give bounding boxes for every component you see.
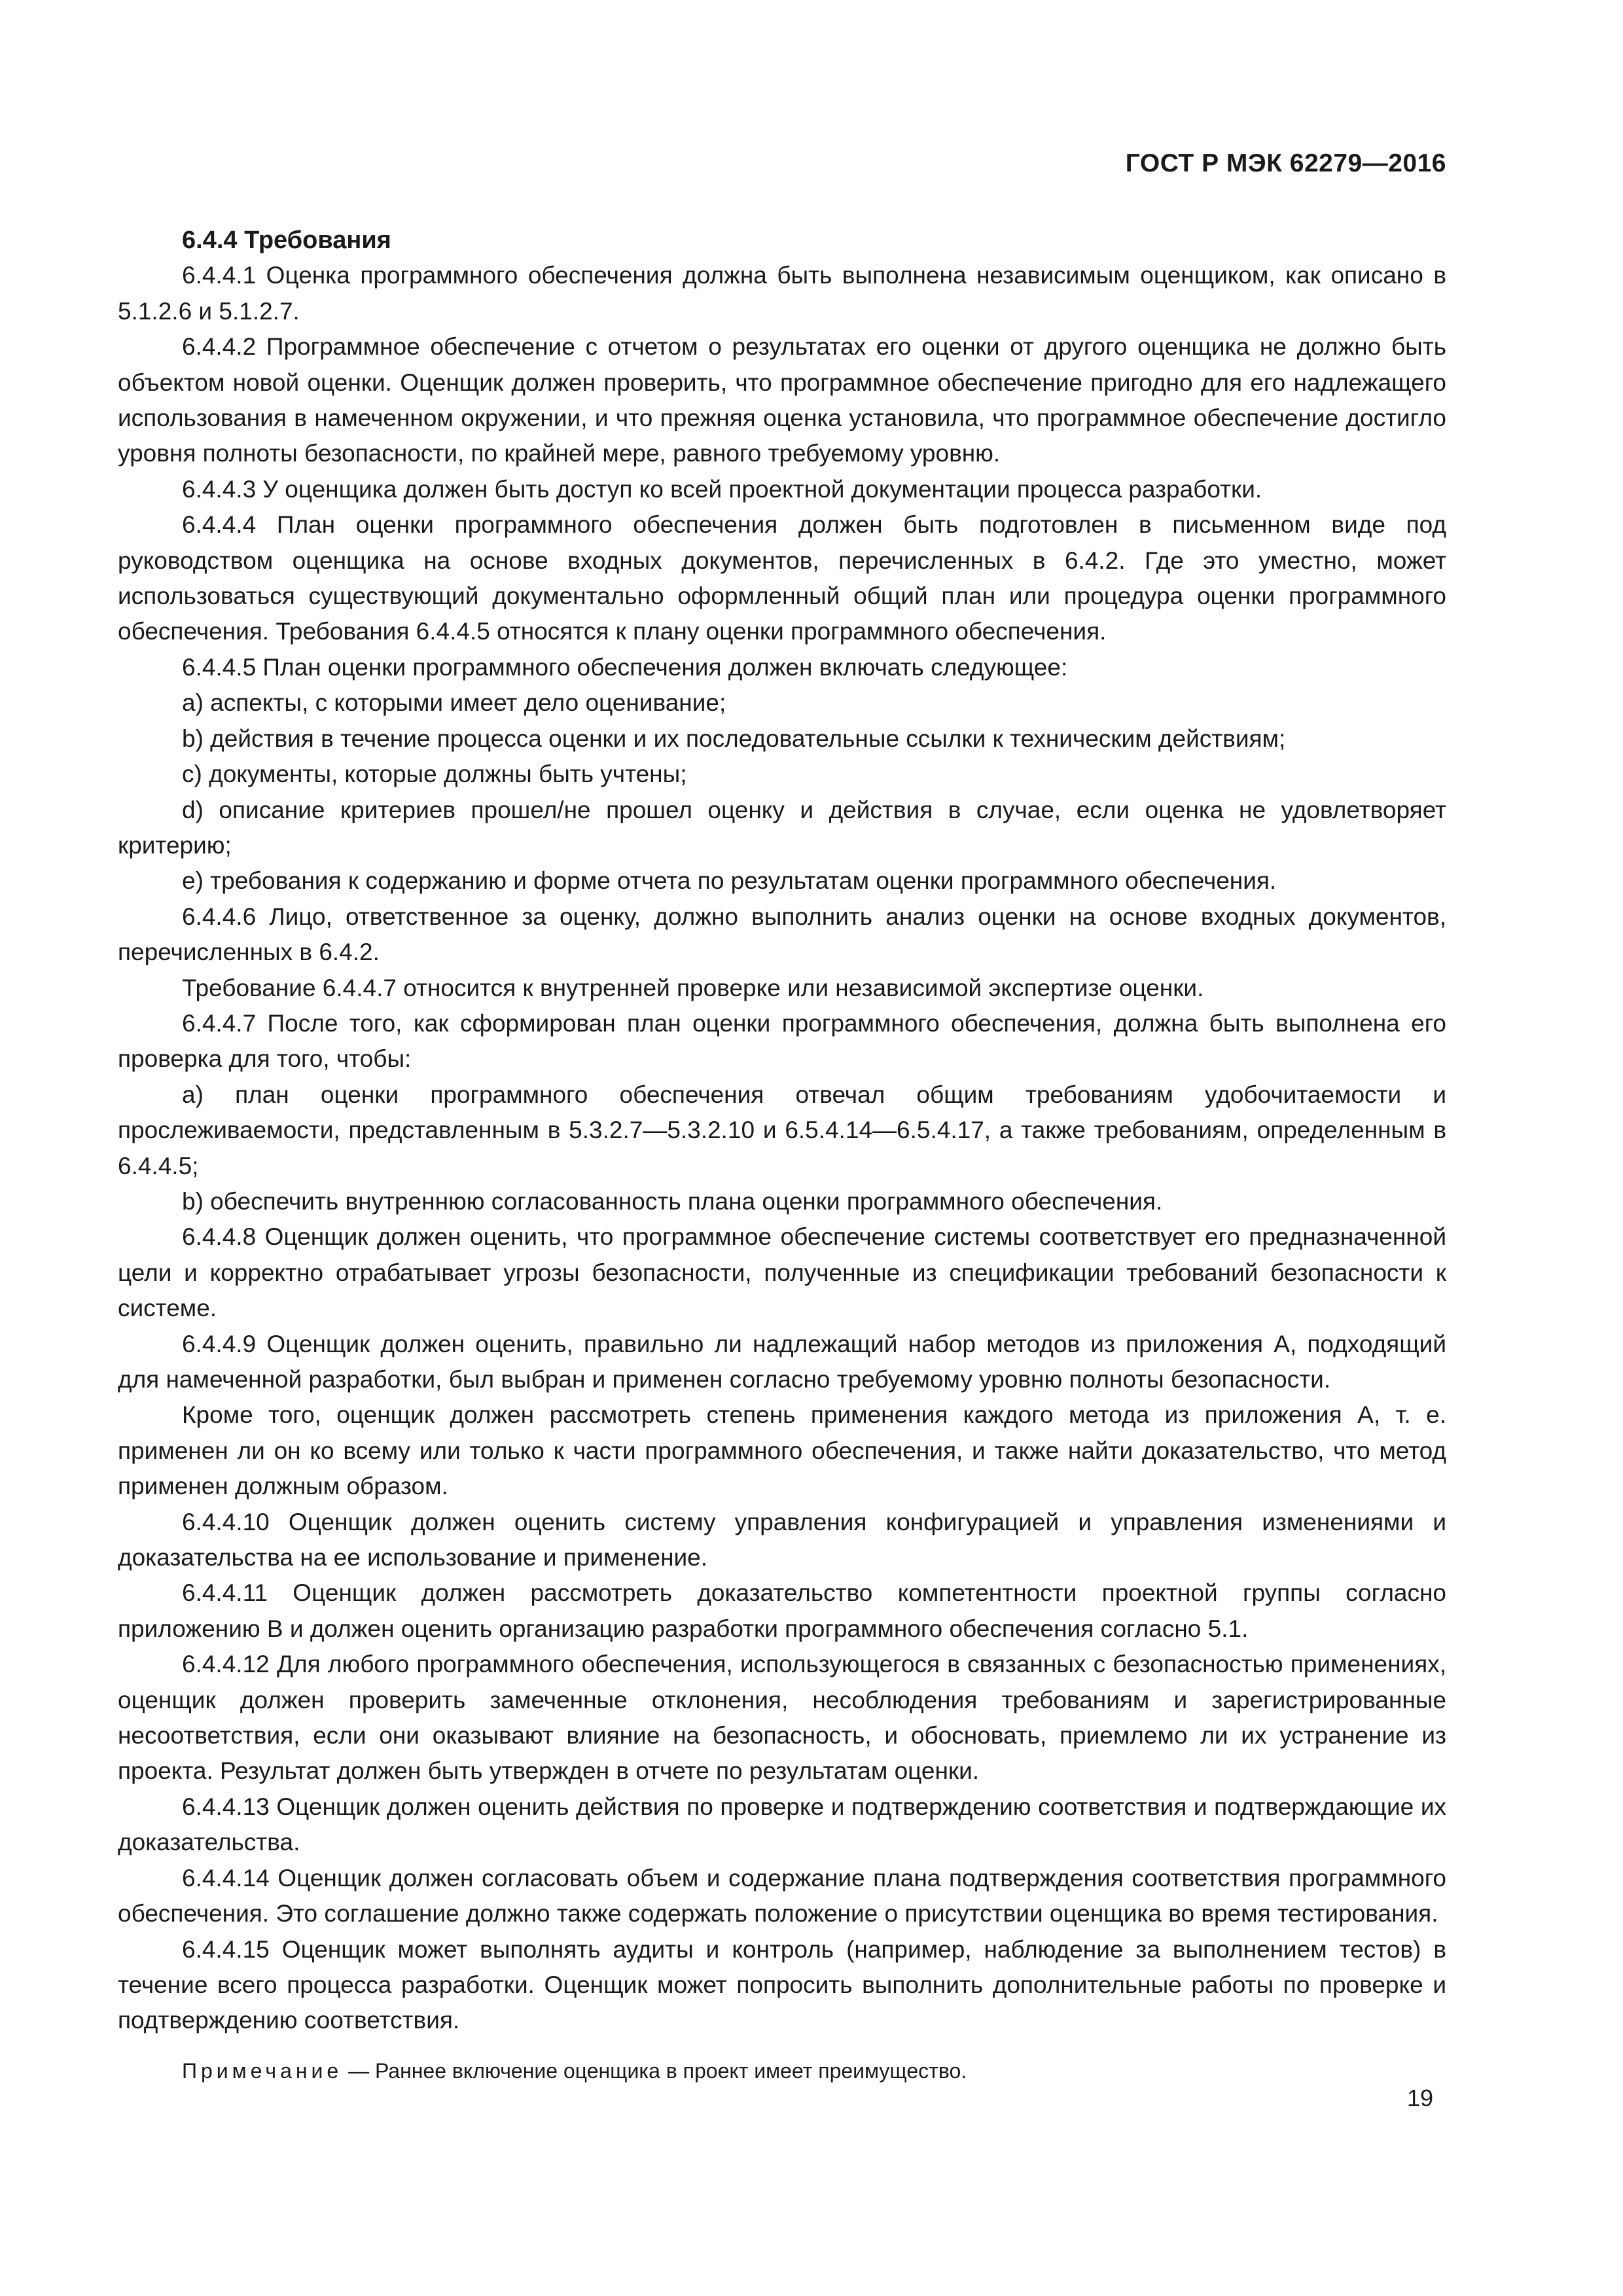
- paragraph: 6.4.4.10 Оценщик должен оценить систему управления конфигурацией и управления изменениями и доказательства на ее использование и применение.: [118, 1508, 1446, 1571]
- list-item: е) требования к содержанию и форме отчета по результатам оценки программного обеспечения.: [182, 867, 1277, 895]
- paragraph: 6.4.4.15 Оценщик может выполнять аудиты и контроль (например, наблюдение за выполнением тестов) в течение всего процесса разработки. Оценщик может попросить выполнить дополнительные работы по проверке и подтверждению соответствия.: [118, 1935, 1446, 2034]
- note-label: Примечание: [182, 2058, 343, 2083]
- paragraph: 6.4.4.2 Программное обеспечение с отчетом о результатах его оценки от другого оценщика не должно быть объектом новой оценки. Оценщик должен проверить, что программное обеспечение пригодно для его надлежащего использования в намеченном окружении, и что прежняя оценка установила, что программное обеспечение достигло уровня полноты безопасности, по крайней мере, равного требуемому уровню.: [118, 333, 1446, 467]
- paragraph: 6.4.4.11 Оценщик должен рассмотреть доказательство компетентности проектной группы согласно приложению В и должен оценить организацию разработки программного обеспечения согласно 5.1.: [118, 1579, 1446, 1642]
- paragraph: 6.4.4.14 Оценщик должен согласовать объем и содержание плана подтверждения соответствия программного обеспечения. Это соглашение должно также содержать положение о присутствии оценщика во время тестирования.: [118, 1864, 1446, 1928]
- standard-designation: ГОСТ Р МЭК 62279—2016: [1125, 149, 1446, 177]
- document-body: [118, 223, 1446, 2089]
- paragraph: Кроме того, оценщик должен рассмотреть степень применения каждого метода из приложения А, т. е. применен ли он ко всему или только к части программного обеспечения, и также найти доказательство, что метод применен должным образом.: [118, 1401, 1446, 1500]
- list-item: а) аспекты, с которыми имеет дело оценивание;: [182, 689, 726, 717]
- section-title: 6.4.4 Требования: [182, 226, 391, 254]
- note: [118, 2053, 1446, 2089]
- list-item: с) документы, которые должны быть учтены;: [182, 761, 687, 788]
- paragraph: 6.4.4.7 После того, как сформирован план оценки программного обеспечения, должна быть выполнена его проверка для того, чтобы:: [118, 1009, 1446, 1073]
- page-number: 19: [1406, 2085, 1433, 2111]
- note-text: — Раннее включение оценщика в проект имеет преимущество.: [342, 2058, 967, 2083]
- paragraph: 6.4.4.13 Оценщик должен оценить действия по проверке и подтверждению соответствия и подтверждающие их доказательства.: [118, 1793, 1446, 1856]
- paragraph: 6.4.4.8 Оценщик должен оценить, что программное обеспечение системы соответствует его предназначенной цели и корректно отрабатывает угрозы безопасности, полученные из спецификации требований безопасности к системе.: [118, 1223, 1446, 1322]
- paragraph: 6.4.4.12 Для любого программного обеспечения, использующегося в связанных с безопасностью применениях, оценщик должен проверить замеченные отклонения, несоблюдения требованиям и зарегистрированные несоответствия, если они оказывают влияние на безопасность, и обосновать, приемлемо ли их устранение из проекта. Результат должен быть утвержден в отчете по результатам оценки.: [118, 1651, 1446, 1785]
- paragraph: 6.4.4.3 У оценщика должен быть доступ ко всей проектной документации процесса разработки.: [182, 475, 1262, 503]
- list-item: b) действия в течение процесса оценки и их последовательные ссылки к техническим действиям;: [182, 725, 1286, 752]
- list-item: d) описание критериев прошел/не прошел оценку и действия в случае, если оценка не удовлетворяет критерию;: [118, 796, 1446, 859]
- paragraph: 6.4.4.9 Оценщик должен оценить, правильно ли надлежащий набор методов из приложения А, подходящий для намеченной разработки, был выбран и применен согласно требуемому уровню полноты безопасности.: [118, 1330, 1446, 1393]
- paragraph: 6.4.4.4 План оценки программного обеспечения должен быть подготовлен в письменном виде под руководством оценщика на основе входных документов, перечисленных в 6.4.2. Где это уместно, может использоваться существующий документально оформленный общий план или процедура оценки программного обеспечения. Требования 6.4.4.5 относятся к плану оценки программного обеспечения.: [118, 511, 1446, 645]
- paragraph: Требование 6.4.4.7 относится к внутренней проверке или независимой экспертизе оценки.: [182, 974, 1204, 1001]
- paragraph: 6.4.4.5 План оценки программного обеспечения должен включать следующее:: [182, 653, 1068, 681]
- list-item: b) обеспечить внутреннюю согласованность плана оценки программного обеспечения.: [182, 1187, 1163, 1215]
- list-item: а) план оценки программного обеспечения отвечал общим требованиям удобочитаемости и прослеживаемости, представленным в 5.3.2.7—5.3.2.10 и 6.5.4.14—6.5.4.17, а также требованиям, определенным в 6.4.4.5;: [118, 1081, 1446, 1179]
- paragraph: 6.4.4.6 Лицо, ответственное за оценку, должно выполнить анализ оценки на основе входных документов, перечисленных в 6.4.2.: [118, 903, 1446, 966]
- paragraph: 6.4.4.1 Оценка программного обеспечения должна быть выполнена независимым оценщиком, как описано в 5.1.2.6 и 5.1.2.7.: [118, 262, 1446, 325]
